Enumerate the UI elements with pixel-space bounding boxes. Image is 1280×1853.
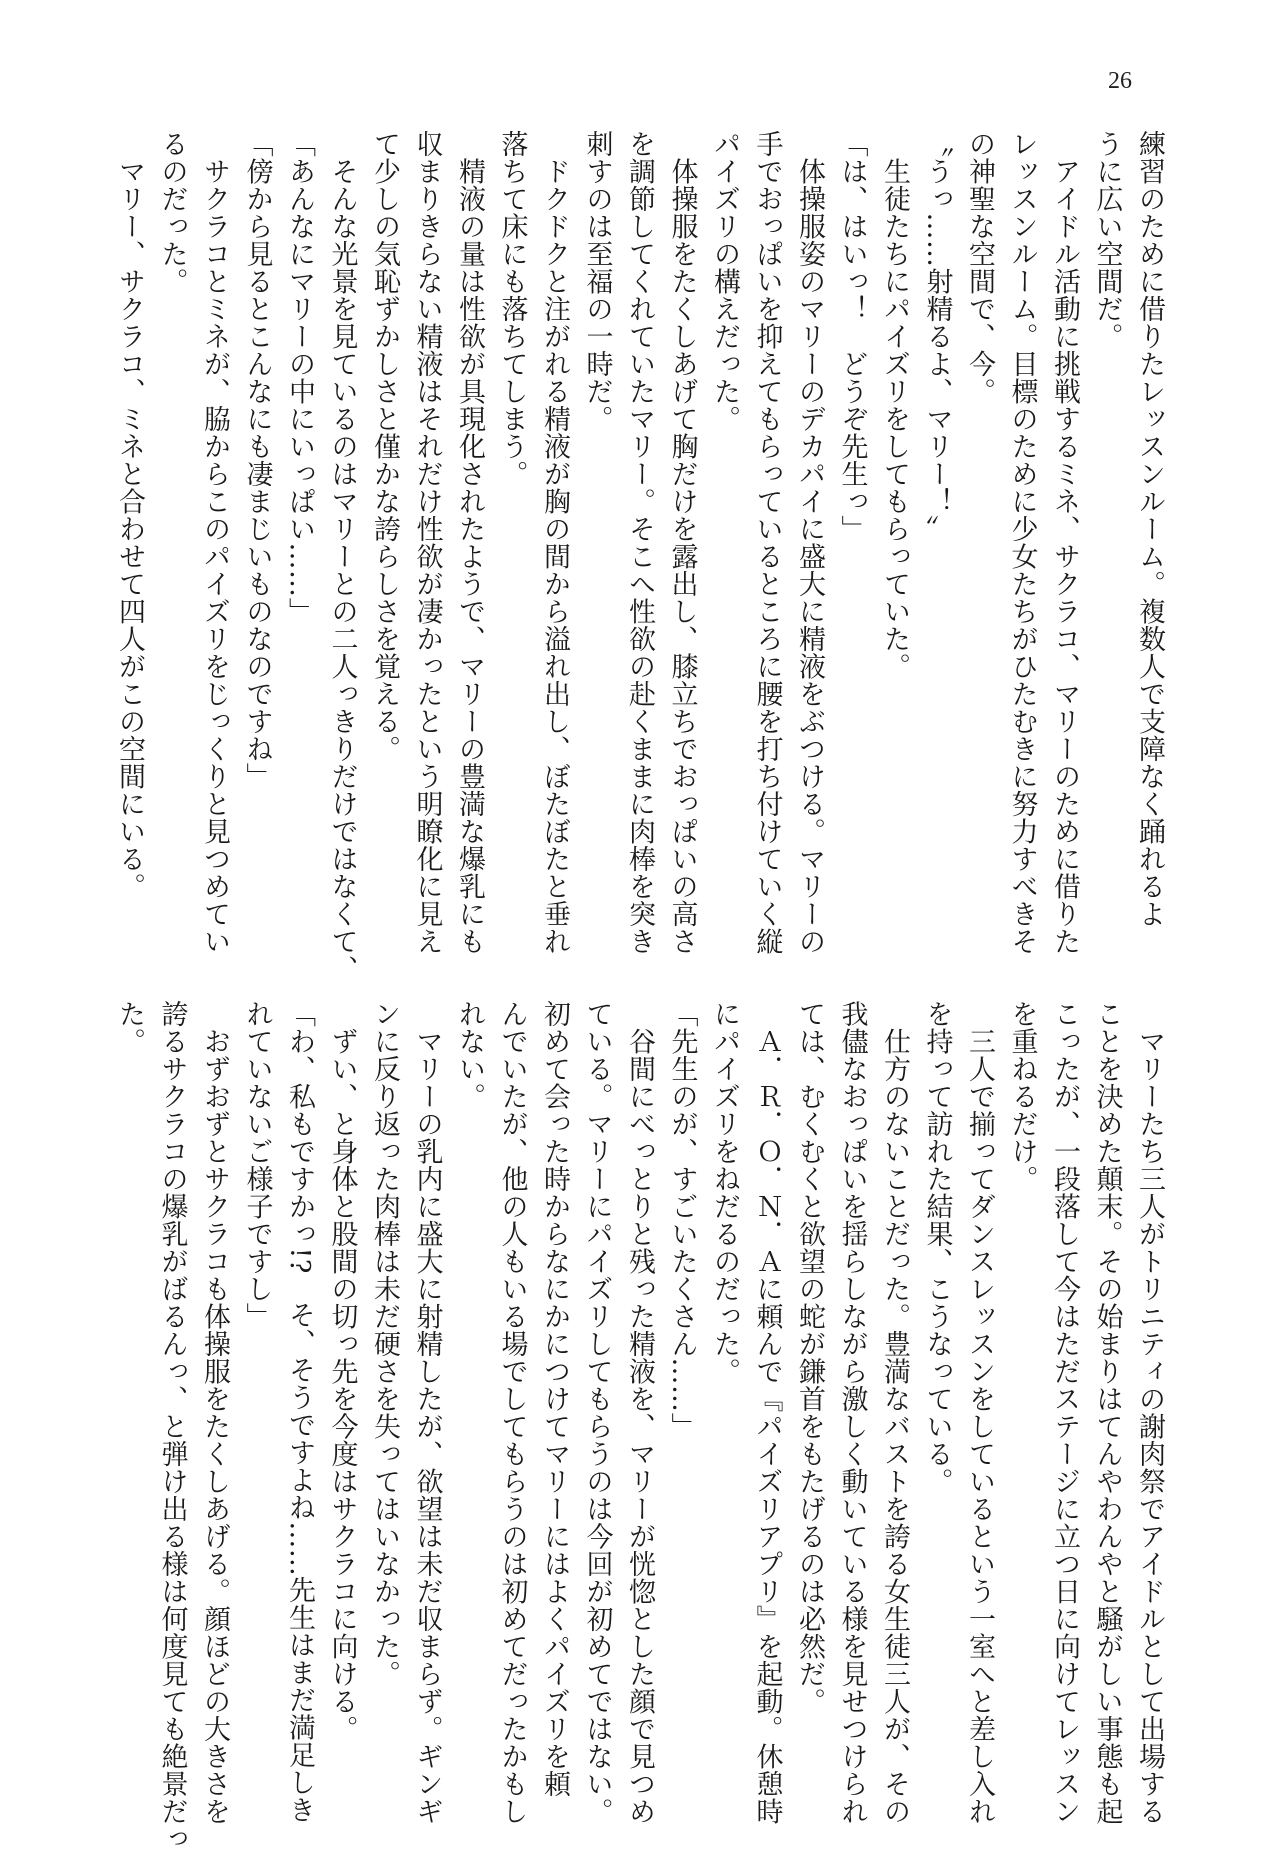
text-line: の神聖な空間で、今。 — [964, 130, 995, 405]
text-line: 「わ、私もですかっ!? そ、そうですよね……先生はまだ満足しき — [284, 1000, 315, 1824]
text-line: マリーたち三人がトリニティの謝肉祭でアイドルとして出場する — [1134, 1000, 1165, 1825]
text-line: 三人で揃ってダンスレッスンをしているという一室へと差し入れ — [964, 1000, 995, 1825]
text-line: 谷間にべっとりと残った精液を、マリーが恍惚とした顔で見つめ — [624, 1000, 655, 1825]
text-line: ずい、と身体と股間の切っ先を今度はサクラコに向ける。 — [326, 1000, 358, 1743]
text-line: 誇るサクラコの爆乳がばるんっ、と弾け出る様は何度見ても絶景だっ — [156, 1000, 188, 1853]
text-line: マリーの乳内に盛大に射精したが、欲望は未だ収まらず。ギンギ — [411, 1000, 443, 1825]
text-line: ンに反り返った肉棒は未だ硬さを失ってはいなかった。 — [369, 1000, 400, 1688]
text-line: マリー、サクラコ、ミネと合わせて四人がこの空間にいる。 — [114, 130, 145, 900]
text-line: ている。マリーにパイズリしてもらうのは今回が初めてではない。 — [581, 1000, 613, 1825]
text-line: 落ちて床にも落ちてしまう。 — [496, 130, 528, 488]
text-line: て少しの気恥ずかしさと僅かな誇らしさを覚える。 — [369, 130, 400, 763]
text-line: 精液の量は性欲が具現化されたようで、マリーの豊満な爆乳にも — [454, 130, 485, 955]
text-line: んでいたが、他の人もいる場でしてもらうのは初めてだったかもし — [496, 1000, 528, 1825]
text-line: れない。 — [454, 1000, 485, 1110]
text-line: 「は、はいっ！ どうぞ先生っ」 — [836, 130, 868, 543]
text-line: 体操服姿のマリーのデカパイに盛大に精液をぶつける。マリーの — [794, 130, 825, 955]
text-line: ドクドクと注がれる精液が胸の間から溢れ出し、ぼたぼたと垂れ — [539, 130, 570, 955]
text-line: Ａ．Ｒ．Ｏ．Ｎ．Ａに頼んで『パイズリアプリ』を起動。休憩時 — [751, 1000, 783, 1825]
text-line: 「あんなにマリーの中にいっぱい……」 — [284, 130, 315, 625]
text-line: 初めて会った時からなにかにつけてマリーにはよくパイズリを頼 — [539, 1000, 570, 1798]
text-line: 「先生のが、すごいたくさん……」 — [666, 1000, 698, 1440]
text-line: た。 — [114, 1000, 145, 1055]
text-line: を持って訪れた結果、こうなっている。 — [921, 1000, 953, 1495]
text-line: を調節してくれていたマリー。そこへ性欲の赴くままに肉棒を突き — [624, 130, 655, 955]
text-line: ては、むくむくと欲望の蛇が鎌首をもたげるのは必然だ。 — [794, 1000, 825, 1715]
text-line: 仕方のないことだった。豊満なバストを誇る女生徒三人が、その — [879, 1000, 910, 1825]
lower-text-block — [114, 1000, 1170, 1853]
text-line: にパイズリをねだるのだった。 — [709, 1000, 740, 1385]
text-line: パイズリの構えだった。 — [709, 130, 740, 433]
text-line: おずおずとサクラコも体操服をたくしあげる。顔ほどの大きさを — [199, 1000, 230, 1825]
text-line: アイドル活動に挑戦するミネ、サクラコ、マリーのために借りた — [1049, 130, 1080, 955]
text-line: 「傍から見るとこんなにも凄まじいものなのですね」 — [241, 130, 273, 790]
text-line: 手でおっぱいを抑えてもらっているところに腰を打ち付けていく縦 — [751, 130, 783, 955]
page-number: 26 — [1108, 68, 1132, 94]
text-line: 我儘なおっぱいを揺らしながら激しく動いている様を見せつけられ — [836, 1000, 868, 1825]
text-line: そんな光景を見ているのはマリーとの二人っきりだけではなくて、 — [326, 130, 358, 983]
text-line: サクラコとミネが、脇からこのパイズリをじっくりと見つめてい — [199, 130, 230, 955]
text-line: るのだった。 — [156, 130, 188, 295]
text-line: うに広い空間だ。 — [1091, 130, 1123, 350]
text-line: レッスンルーム。目標のために少女たちがひたむきに努力すべきそ — [1006, 130, 1038, 955]
upper-text-block — [114, 130, 1170, 983]
text-line: 生徒たちにパイズリをしてもらっていた。 — [879, 130, 910, 680]
text-line: 刺すのは至福の一時だ。 — [581, 130, 613, 433]
text-line: ことを決めた顛末。その始まりはてんやわんやと騒がしい事態も起 — [1091, 1000, 1123, 1825]
text-line: 収まりきらない精液はそれだけ性欲が凄かったという明瞭化に見え — [411, 130, 443, 955]
text-line: れていないご様子ですし」 — [241, 1000, 273, 1330]
text-line: 体操服をたくしあげて胸だけを露出し、膝立ちでおっぱいの高さ — [666, 130, 698, 955]
text-line: 〝うっ……射精るよ、マリー！〟 — [921, 130, 953, 543]
text-line: を重ねるだけ。 — [1006, 1000, 1038, 1193]
text-line: こったが、一段落して今はただステージに立つ日に向けてレッスン — [1049, 1000, 1080, 1825]
text-line: 練習のために借りたレッスンルーム。複数人で支障なく踊れるよ — [1134, 130, 1165, 928]
